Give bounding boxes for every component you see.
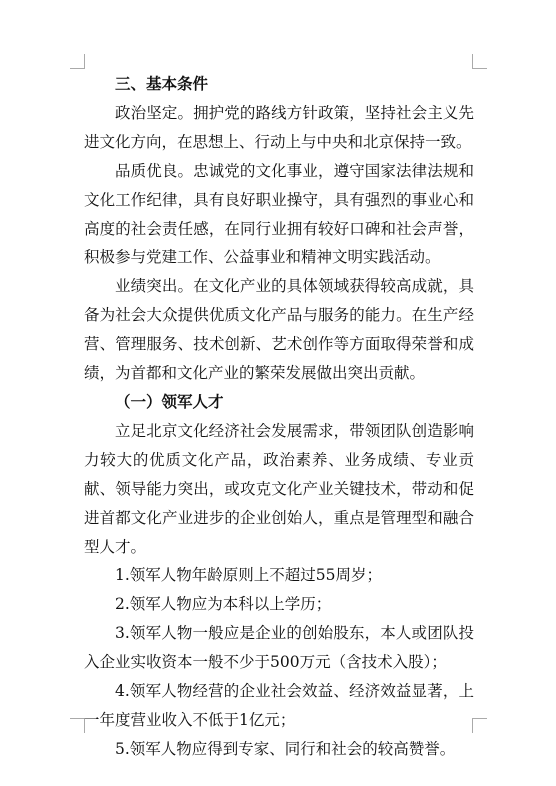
document-body — [84, 70, 474, 764]
paragraph-political: 政治坚定。拥护党的路线方针政策，坚持社会主义先进文化方向，在思想上、行动上与中央和北京保持一致。 — [84, 103, 474, 151]
paragraph-character: 品质优良。忠诚党的文化事业，遵守国家法律法规和文化工作纪律，具有良好职业操守，具有强烈的事业心和高度的社会责任感，在同行业拥有较好口碑和社会声誉，积极参与党建工作、公益事业和精神文明实践活动。 — [84, 161, 474, 267]
section-title: 三、基本条件 — [115, 75, 209, 93]
paragraph-leader-intro: 立足北京文化经济社会发展需求，带领团队创造影响力较大的优质文化产品，政治素养、业务成绩、专业贡献、领导能力突出，或攻克文化产业关键技术，带动和促进首都文化产业进步的企业创始人，重点是管理型和融合型人才。 — [84, 421, 474, 556]
crop-mark-top-left — [70, 54, 85, 69]
list-item-education: 2.领军人物应为本科以上学历； — [115, 595, 332, 614]
subsection-title: （一）领军人才 — [115, 392, 224, 411]
paragraph-achievement: 业绩突出。在文化产业的具体领域获得较高成就，具备为社会大众提供优质文化产品与服务的能力。在生产经营、管理服务、技术创新、艺术创作等方面取得荣誉和成绩，为首都和文化产业的繁荣发展做出突出贡献。 — [84, 277, 474, 383]
list-item-reputation: 5.领军人物应得到专家、同行和社会的较高赞誉。 — [115, 739, 456, 758]
list-item-shareholder: 3.领军人物一般应是企业的创始股东，本人或团队投入企业实收资本一般不少于500万元（含技术入股）； — [84, 624, 474, 672]
crop-mark-top-right — [472, 54, 487, 69]
crop-mark-bottom-left — [70, 718, 85, 733]
crop-mark-bottom-right — [472, 718, 487, 733]
list-item-age: 1.领军人物年龄原则上不超过55周岁； — [115, 566, 383, 585]
list-item-revenue: 4.领军人物经营的企业社会效益、经济效益显著，上一年度营业收入不低于1亿元； — [84, 682, 474, 729]
